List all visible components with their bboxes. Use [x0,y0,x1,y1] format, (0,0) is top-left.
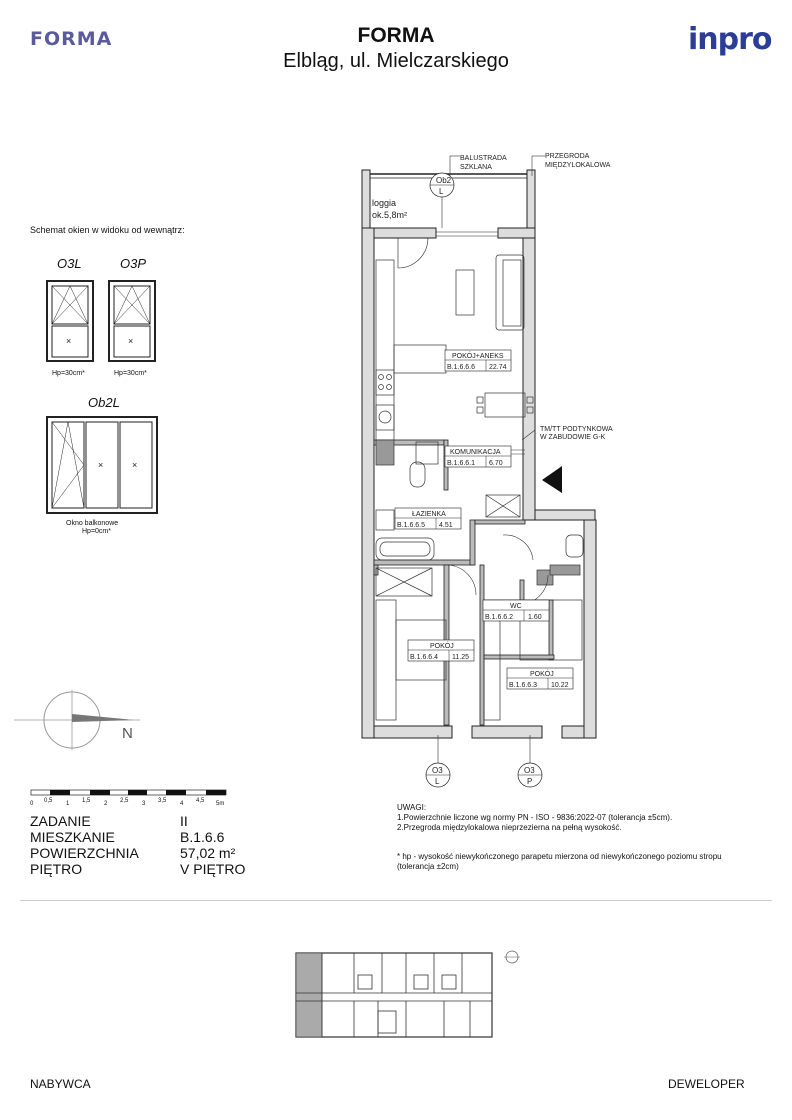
north-arrow-icon [72,714,134,722]
window-o3p-hp: Hp=30cm* [114,370,147,377]
page-title: FORMA [357,24,435,47]
loggia-area: ok.5,8m² [372,210,408,220]
window-ob2l-hp: Hp=0cm* [82,528,111,535]
svg-text:O3: O3 [524,766,535,775]
window-ob2l-label: Ob2L [88,395,120,410]
info-key: PIĘTRO [30,861,83,877]
svg-text:B.1.6.6.5: B.1.6.6.5 [397,522,426,529]
window-o3l-icon [47,281,93,361]
svg-text:B.1.6.6.2: B.1.6.6.2 [485,614,514,621]
svg-text:B.1.6.6.6: B.1.6.6.6 [447,364,476,371]
szklana-label: SZKLANA [460,164,492,171]
svg-text:2: 2 [104,801,108,807]
buyer-label: NABYWCA [30,1077,91,1091]
svg-text:0: 0 [30,801,34,807]
tm-label-1: TM/TT PODTYNKOWA [540,426,613,433]
tag-o3p [518,763,542,787]
svg-text:4.51: 4.51 [439,522,453,529]
info-key: ZADANIE [30,813,91,829]
svg-text:11.25: 11.25 [452,654,469,661]
developer-label: DEWELOPER [668,1077,745,1091]
svg-text:×: × [132,460,138,470]
svg-text:POKÓJ: POKÓJ [430,643,454,650]
window-o3p-label: O3P [120,256,147,271]
svg-text:2,5: 2,5 [120,798,129,804]
window-schematics-small [46,280,156,364]
svg-text:P: P [527,777,533,786]
note-hp: * hp - wysokość niewykończonego parapetu mierzona od niewykończonego poziomu stropu [397,852,722,861]
windows-caption: Schemat okien w widoku od wewnątrz: [30,225,185,235]
window-o3l-hp: Hp=30cm* [52,370,85,377]
svg-text:B.1.6.6.4: B.1.6.6.4 [410,654,439,661]
svg-text:22.74: 22.74 [489,364,507,371]
room-label [483,600,549,621]
svg-text:1,5: 1,5 [82,798,91,804]
key-plan [294,945,524,1045]
forma-logo: FORMA [30,28,113,50]
przegroda-label: PRZEGRODA [545,153,590,160]
svg-text:1: 1 [66,801,70,807]
svg-text:5m: 5m [216,801,225,807]
svg-text:4,5: 4,5 [196,798,205,804]
floor-plan [340,150,620,790]
svg-text:WC: WC [510,603,522,610]
info-key: POWIERZCHNIA [30,845,139,861]
room-label [445,350,511,371]
inpro-logo: inpro [688,22,772,57]
page-subtitle: Elbląg, ul. Mielczarskiego [283,50,509,72]
svg-text:B.1.6.6.3: B.1.6.6.3 [509,682,538,689]
svg-text:6.70: 6.70 [489,460,503,467]
note-hp-tolerance: (tolerancja ±2cm) [397,862,459,871]
window-ob2l-icon [46,416,158,516]
svg-text:1.60: 1.60 [528,614,542,621]
info-value: V PIĘTRO [180,861,246,877]
info-value: II [180,813,188,829]
svg-text:ŁAZIENKA: ŁAZIENKA [412,511,446,518]
entrance-arrow-icon [542,466,562,493]
svg-text:3: 3 [142,801,146,807]
info-value: B.1.6.6 [180,829,225,845]
svg-text:Ob2: Ob2 [436,176,452,185]
room-label [507,668,573,689]
svg-text:0,5: 0,5 [44,798,53,804]
info-key: MIESZKANIE [30,829,115,845]
tm-label-2: W ZABUDOWIE G-K [540,434,606,441]
svg-text:3,5: 3,5 [158,798,167,804]
svg-text:POKÓJ: POKÓJ [530,671,554,678]
note-1: 1.Powierzchnie liczone wg normy PN - ISO - 9836:2022-07 (tolerancja ±5cm). [397,813,673,822]
compass [10,688,145,756]
svg-text:B.1.6.6.1: B.1.6.6.1 [447,460,476,467]
window-o3p-icon [109,281,155,361]
svg-text:KOMUNIKACJA: KOMUNIKACJA [450,449,501,456]
compass-north: N [122,725,133,742]
svg-text:L: L [435,777,440,786]
window-ob2l-caption: Okno balkonowe [66,520,119,527]
room-label [445,446,511,467]
note-2: 2.Przegroda międzylokalowa nieprzezierna na pełną wysokość. [397,823,622,832]
svg-text:4: 4 [180,801,184,807]
tag-ob2l [430,173,454,197]
svg-text:O3: O3 [432,766,443,775]
divider [20,900,772,901]
info-value: 57,02 m² [180,845,236,861]
notes-title: UWAGI: [397,803,427,812]
tag-o3l [426,763,450,787]
svg-text:L: L [439,187,444,196]
svg-text:×: × [98,460,104,470]
room-label [408,640,474,661]
miedzylokalowa-label: MIĘDZYLOKALOWA [545,162,611,169]
balustrada-label: BALUSTRADA [460,155,507,162]
loggia-label: loggia [372,198,397,208]
svg-text:×: × [128,336,134,346]
svg-text:10.22: 10.22 [551,682,569,689]
svg-text:×: × [66,336,72,346]
svg-text:POKÓJ+ANEKS: POKÓJ+ANEKS [452,353,504,360]
scale-bar [30,786,235,808]
window-o3l-label: O3L [57,256,82,271]
room-label [395,508,461,529]
